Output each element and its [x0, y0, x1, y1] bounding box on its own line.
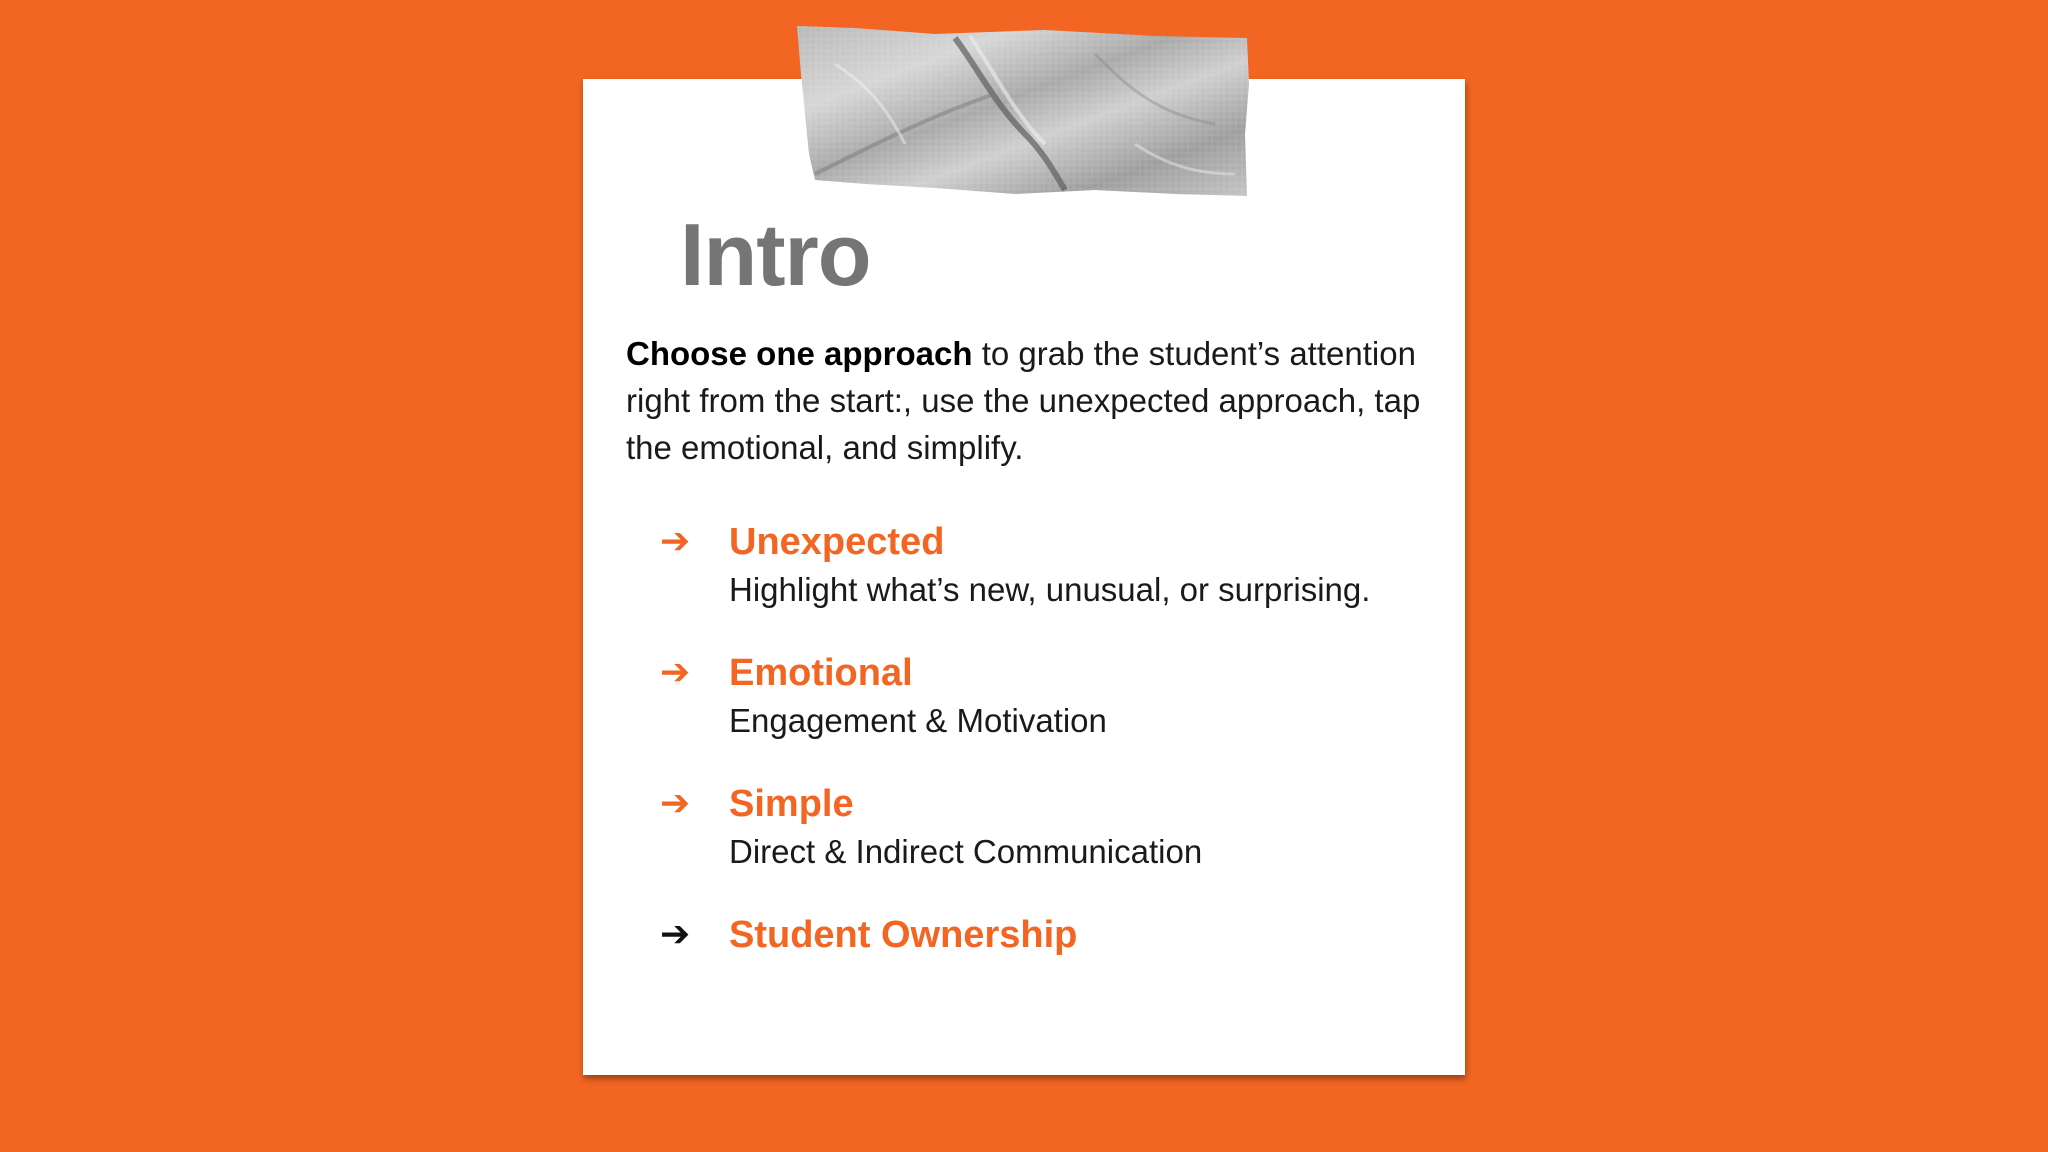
intro-body-text: to grab the student’s attention right from the start:, use the unexpected approach, tap the emotional, and simplify.	[626, 335, 1421, 466]
approach-description-simple: Direct & Indirect Communication	[729, 833, 1203, 870]
approach-description-emotional: Engagement & Motivation	[729, 702, 1107, 739]
approach-title-simple: Simple	[729, 783, 854, 825]
duct-tape-graphic	[795, 24, 1251, 200]
approach-title-emotional: Emotional	[729, 652, 913, 694]
approach-title-student-ownership: Student Ownership	[729, 914, 1078, 956]
approach-description-unexpected: Highlight what’s new, unusual, or surprising.	[729, 571, 1371, 608]
approach-title-unexpected: Unexpected	[729, 521, 945, 563]
right-arrow-icon: ➔	[660, 783, 691, 824]
intro-paragraph	[626, 330, 1446, 471]
slide-title: Intro	[680, 205, 871, 304]
right-arrow-icon: ➔	[660, 652, 691, 693]
right-arrow-icon: ➔	[660, 521, 691, 562]
right-arrow-icon: ➔	[660, 914, 691, 955]
intro-bold-text: Choose one approach	[626, 335, 973, 372]
